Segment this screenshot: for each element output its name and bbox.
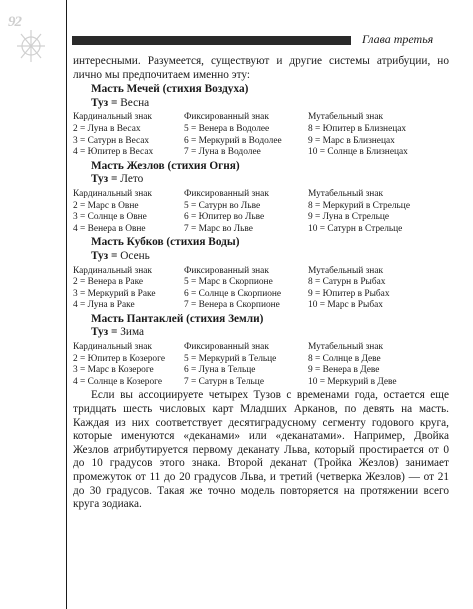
table-row (73, 277, 449, 289)
table-cell: 8 = Юпитер в Близнецах (308, 123, 407, 134)
table-cell: 8 = Меркурий в Стрельце (308, 200, 410, 211)
table-cell: 9 = Марс в Близнецах (308, 135, 395, 146)
suit-title: Масть Жезлов (стихия Огня) (91, 159, 240, 172)
ace-line (91, 250, 449, 264)
table-header-row (73, 112, 449, 124)
sign-table (73, 266, 449, 312)
margin-rule (66, 0, 67, 609)
table-header-row (73, 189, 449, 201)
sign-table (73, 112, 449, 158)
column-header: Фиксированный знак (184, 265, 269, 276)
ace-season: Осень (120, 249, 150, 262)
page-ornament-icon (13, 26, 49, 66)
table-cell: 3 = Сатурн в Весах (73, 135, 150, 146)
table-cell: 8 = Сатурн в Рыбах (308, 277, 386, 288)
column-header: Кардинальный знак (73, 342, 152, 353)
table-cell: 2 = Венера в Раке (73, 277, 144, 288)
table-cell: 6 = Луна в Тельце (184, 365, 256, 376)
intro-paragraph: интересными. Разумеется, существуют и другие системы атрибуции, но лично мы предпочитаем именно эту: (73, 55, 449, 81)
column-header: Кардинальный знак (73, 112, 152, 123)
table-cell: 6 = Меркурий в Водолее (184, 135, 282, 146)
table-cell: 7 = Марс во Льве (184, 223, 253, 234)
ace-equals: = (111, 249, 118, 262)
ace-line (91, 326, 449, 340)
column-header: Фиксированный знак (184, 342, 269, 353)
table-cell: 3 = Солнце в Овне (73, 212, 147, 223)
table-cell: 8 = Солнце в Деве (308, 353, 381, 364)
table-cell: 10 = Меркурий в Деве (308, 376, 397, 387)
table-row (73, 377, 449, 389)
table-cell: 4 = Юпитер в Весах (73, 147, 154, 158)
table-cell: 7 = Луна в Водолее (184, 147, 261, 158)
table-cell: 5 = Меркурий в Тельце (184, 353, 277, 364)
table-row (73, 365, 449, 377)
column-header: Мутабельный знак (308, 265, 384, 276)
column-header: Кардинальный знак (73, 265, 152, 276)
table-row (73, 300, 449, 312)
page-number: 92 (8, 14, 21, 30)
table-cell: 5 = Сатурн во Льве (184, 200, 261, 211)
ace-season: Весна (120, 96, 150, 109)
table-cell: 2 = Луна в Весах (73, 123, 141, 134)
table-row (73, 224, 449, 236)
table-row (73, 147, 449, 159)
table-cell: 4 = Венера в Овне (73, 223, 146, 234)
table-row (73, 212, 449, 224)
table-cell: 9 = Венера в Деве (308, 365, 380, 376)
column-header: Фиксированный знак (184, 188, 269, 199)
table-row (73, 201, 449, 213)
table-cell: 5 = Марс в Скорпионе (184, 277, 273, 288)
ace-equals: = (111, 96, 118, 109)
ace-label: Туз (91, 249, 109, 262)
table-cell: 7 = Сатурн в Тельце (184, 376, 264, 387)
suit-title: Масть Пантаклей (стихия Земли) (91, 312, 264, 325)
column-header: Мутабельный знак (308, 342, 384, 353)
table-cell: 9 = Луна в Стрельце (308, 212, 390, 223)
suit-title: Масть Мечей (стихия Воздуха) (91, 83, 249, 96)
table-row (73, 136, 449, 148)
ace-label: Туз (91, 173, 109, 186)
column-header: Фиксированный знак (184, 112, 269, 123)
sign-table (73, 189, 449, 235)
table-cell: 2 = Юпитер в Козероге (73, 353, 165, 364)
table-cell: 10 = Солнце в Близнецах (308, 147, 408, 158)
table-cell: 10 = Сатурн в Стрельце (308, 223, 403, 234)
ace-equals: = (111, 326, 118, 339)
table-cell: 10 = Марс в Рыбах (308, 300, 383, 311)
table-cell: 2 = Марс в Овне (73, 200, 139, 211)
table-cell: 6 = Юпитер во Льве (184, 212, 265, 223)
table-cell: 4 = Солнце в Козероге (73, 376, 163, 387)
table-header-row (73, 342, 449, 354)
table-cell: 6 = Солнце в Скорпионе (184, 288, 282, 299)
table-row (73, 354, 449, 366)
page-body (73, 55, 449, 512)
table-row (73, 289, 449, 301)
column-header: Мутабельный знак (308, 188, 384, 199)
sign-table (73, 342, 449, 388)
ace-label: Туз (91, 326, 109, 339)
ace-label: Туз (91, 96, 109, 109)
header-bar (72, 36, 351, 45)
ace-line (91, 97, 449, 111)
ace-season: Лето (120, 173, 144, 186)
table-cell: 9 = Юпитер в Рыбах (308, 288, 390, 299)
chapter-title: Глава третья (362, 32, 434, 46)
closing-paragraph: Если вы ассоциируете четырех Тузов с временами года, остается еще тридцать шесть числовых карт Младших Арканов, по девять на масть. Каждая из них соответствует десятиградусному сегменту годового круга, которые именуются «деканами» или «деканатами». Например, Двойка Жезлов атрибутируется первому деканату Льва, который простирается от 0 до 10 градусов этого знака. Второй деканат (Тройка Жезлов) занимает промежуток от 11 до 20 градусов Льва, и третий (четверка Жезлов) — от 21 до 30 градусов. Такая же точно модель повторяется на протяжении всего круга зодиака. (73, 389, 449, 511)
table-cell: 3 = Марс в Козероге (73, 365, 154, 376)
ace-season: Зима (120, 326, 145, 339)
table-header-row (73, 266, 449, 278)
column-header: Мутабельный знак (308, 112, 384, 123)
suit-title: Масть Кубков (стихия Воды) (91, 236, 240, 249)
table-cell: 3 = Меркурий в Раке (73, 288, 156, 299)
table-cell: 4 = Луна в Раке (73, 300, 135, 311)
table-row (73, 124, 449, 136)
ace-line (91, 173, 449, 187)
suit-tables (73, 83, 449, 388)
table-cell: 7 = Венера в Скорпионе (184, 300, 280, 311)
column-header: Кардинальный знак (73, 188, 152, 199)
ace-equals: = (111, 173, 118, 186)
table-cell: 5 = Венера в Водолее (184, 123, 270, 134)
